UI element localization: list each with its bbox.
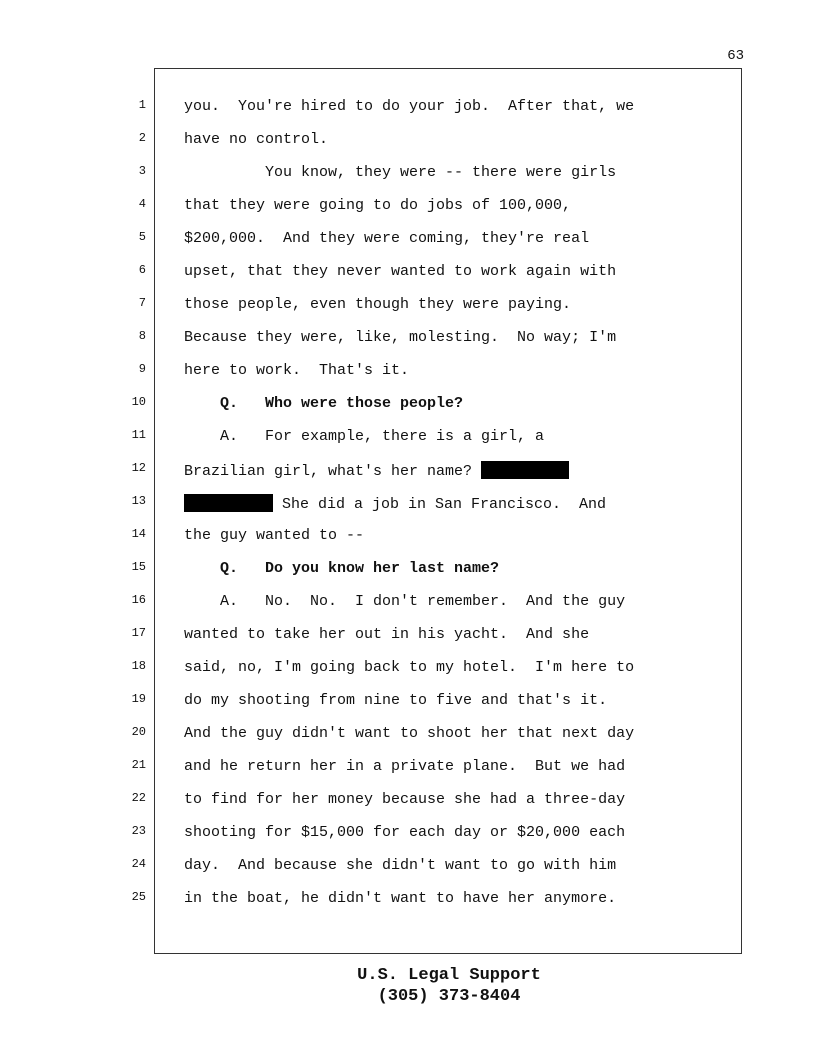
transcript-line	[0, 890, 660, 923]
line-number: 23	[131, 824, 146, 838]
question-text: Q. Who were those people?	[184, 395, 464, 412]
transcript-line	[0, 131, 660, 164]
line-number: 16	[131, 593, 146, 607]
line-number: 13	[131, 494, 146, 508]
line-text: upset, that they never wanted to work again with	[184, 263, 617, 280]
transcript-line	[0, 824, 660, 857]
transcript-line	[0, 263, 660, 296]
transcript-line	[0, 395, 660, 428]
line-text: to find for her money because she had a three-day	[184, 791, 626, 808]
transcript-line	[0, 659, 660, 692]
transcript-line	[0, 197, 660, 230]
line-number: 3	[138, 164, 146, 178]
line-number: 18	[131, 659, 146, 673]
redaction-bar	[481, 461, 569, 479]
line-text: shooting for $15,000 for each day or $20,000 each	[184, 824, 626, 841]
footer-company: U.S. Legal Support	[357, 966, 541, 985]
line-text: wanted to take her out in his yacht. And she	[184, 626, 590, 643]
transcript-line	[0, 164, 660, 197]
line-text: you. You're hired to do your job. After that, we	[184, 98, 635, 115]
line-text: and he return her in a private plane. But we had	[184, 758, 626, 775]
line-number: 14	[131, 527, 146, 541]
line-number: 22	[131, 791, 146, 805]
line-number: 21	[131, 758, 146, 772]
line-number: 12	[131, 461, 146, 475]
line-number: 15	[131, 560, 146, 574]
line-text: You know, they were -- there were girls	[184, 164, 617, 181]
line-text: do my shooting from nine to five and that's it.	[184, 692, 608, 709]
line-text	[184, 461, 569, 480]
transcript-line	[0, 98, 660, 131]
line-text: And the guy didn't want to shoot her that next day	[184, 725, 635, 742]
line-number: 9	[138, 362, 146, 376]
transcript-line	[0, 527, 660, 560]
line-number: 19	[131, 692, 146, 706]
transcript-line	[0, 494, 660, 527]
line-number: 4	[138, 197, 146, 211]
line-number: 6	[138, 263, 146, 277]
transcript-line	[0, 560, 660, 593]
line-number: 7	[138, 296, 146, 310]
line-text: Because they were, like, molesting. No way; I'm	[184, 329, 617, 346]
line-number: 10	[131, 395, 146, 409]
redaction-bar	[184, 494, 273, 512]
line-number: 25	[131, 890, 146, 904]
line-text: A. For example, there is a girl, a	[184, 428, 545, 445]
line-text: here to work. That's it.	[184, 362, 410, 379]
line-text: said, no, I'm going back to my hotel. I'm here to	[184, 659, 635, 676]
transcript-line	[0, 692, 660, 725]
transcript-line	[0, 593, 660, 626]
line-number: 17	[131, 626, 146, 640]
question-text: Q. Do you know her last name?	[184, 560, 500, 577]
line-number: 1	[138, 98, 146, 112]
line-number: 24	[131, 857, 146, 871]
page-number: 63	[727, 48, 744, 64]
line-text: those people, even though they were paying.	[184, 296, 572, 313]
line-text: day. And because she didn't want to go with him	[184, 857, 617, 874]
line-number: 8	[138, 329, 146, 343]
line-number: 11	[131, 428, 146, 442]
transcript-line	[0, 296, 660, 329]
line-text: $200,000. And they were coming, they're real	[184, 230, 590, 247]
transcript-line	[0, 626, 660, 659]
line-text: in the boat, he didn't want to have her anymore.	[184, 890, 617, 907]
transcript-line	[0, 362, 660, 395]
transcript-line	[0, 461, 660, 494]
line-text: A. No. No. I don't remember. And the guy	[184, 593, 626, 610]
line-number: 20	[131, 725, 146, 739]
line-number: 5	[138, 230, 146, 244]
transcript-line	[0, 758, 660, 791]
line-number: 2	[138, 131, 146, 145]
transcript-line	[0, 329, 660, 362]
line-text: the guy wanted to --	[184, 527, 365, 544]
transcript-line	[0, 857, 660, 890]
transcript-line	[0, 791, 660, 824]
line-text: have no control.	[184, 131, 329, 148]
transcript-line	[0, 428, 660, 461]
line-text	[184, 494, 606, 513]
line-text-content: She did a job in San Francisco. And	[273, 496, 607, 513]
line-text-content: Brazilian girl, what's her name?	[184, 463, 482, 480]
line-text: that they were going to do jobs of 100,000,	[184, 197, 572, 214]
footer-phone: (305) 373-8404	[377, 987, 521, 1006]
transcript-line	[0, 230, 660, 263]
transcript-line	[0, 725, 660, 758]
